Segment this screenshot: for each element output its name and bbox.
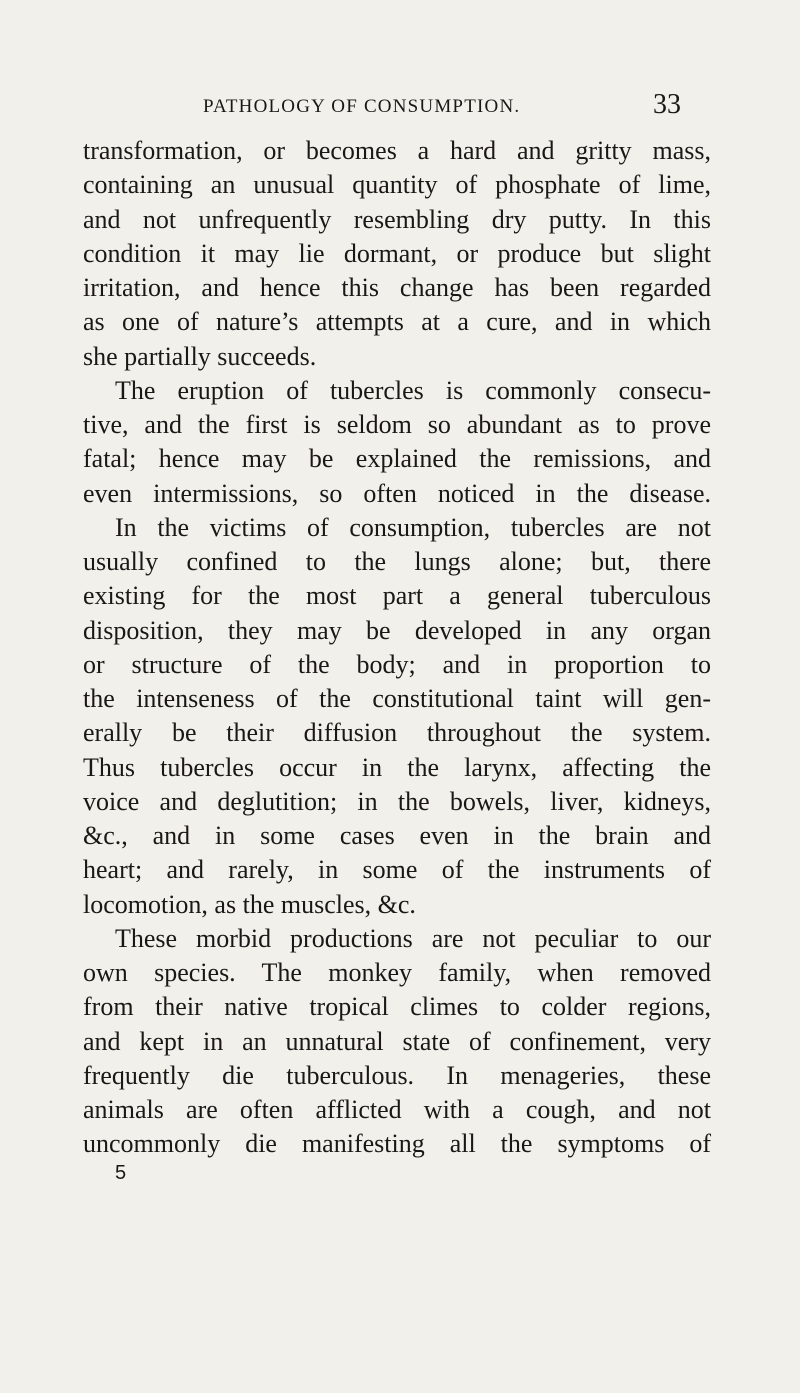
page-number: 33: [653, 89, 681, 120]
text-line: as one of nature’s attempts at a cure, and in which: [83, 307, 711, 337]
text-line: uncommonly die manifesting all the symptoms of: [83, 1129, 711, 1159]
text-line: containing an unusual quantity of phosphate of lime,: [83, 170, 711, 200]
text-line: Thus tubercles occur in the larynx, affecting the: [83, 752, 711, 782]
text-line: own species. The monkey family, when removed: [83, 958, 711, 987]
text-line: condition it may lie dormant, or produce but slight: [83, 238, 711, 268]
text-line: the intenseness of the constitutional taint will gen-: [83, 684, 711, 713]
text-line: and not unfrequently resembling dry putty. In this: [83, 204, 711, 234]
running-head: [0, 89, 800, 122]
text-line: erally be their diffusion throughout the system.: [83, 718, 711, 748]
text-line: and kept in an unnatural state of confinement, very: [83, 1026, 711, 1056]
text-line: tive, and the first is seldom so abundant as to prove: [83, 410, 711, 439]
body-text: [83, 134, 711, 1162]
signature-mark: 5: [115, 1162, 127, 1184]
text-line: usually confined to the lungs alone; but, there: [83, 547, 711, 576]
text-line: existing for the most part a general tuberculous: [83, 581, 711, 611]
paragraph-start-line: The eruption of tubercles is commonly consecu-: [115, 375, 711, 405]
text-line: irritation, and hence this change has been regarded: [83, 273, 711, 302]
text-line: locomotion, as the muscles, &c.: [83, 889, 416, 919]
text-line: &c., and in some cases even in the brain and: [83, 821, 711, 850]
text-line: heart; and rarely, in some of the instruments of: [83, 855, 711, 885]
text-line: disposition, they may be developed in any organ: [83, 615, 711, 645]
text-line: she partially succeeds.: [83, 341, 317, 371]
paragraph-start-line: These morbid productions are not peculiar to our: [115, 923, 711, 953]
text-line: voice and deglutition; in the bowels, liver, kidneys,: [83, 786, 711, 816]
text-line: fatal; hence may be explained the remissions, and: [83, 444, 711, 474]
text-line: or structure of the body; and in proportion to: [83, 649, 711, 679]
text-line: transformation, or becomes a hard and gritty mass,: [83, 136, 711, 165]
running-title: PATHOLOGY OF CONSUMPTION.: [203, 96, 521, 117]
paragraph-start-line: In the victims of consumption, tubercles are not: [115, 512, 711, 542]
text-line: from their native tropical climes to colder regions,: [83, 992, 711, 1022]
text-line: animals are often afflicted with a cough, and not: [83, 1095, 711, 1124]
text-line: frequently die tuberculous. In menageries, these: [83, 1060, 711, 1090]
text-line: even intermissions, so often noticed in the disease.: [83, 478, 711, 508]
